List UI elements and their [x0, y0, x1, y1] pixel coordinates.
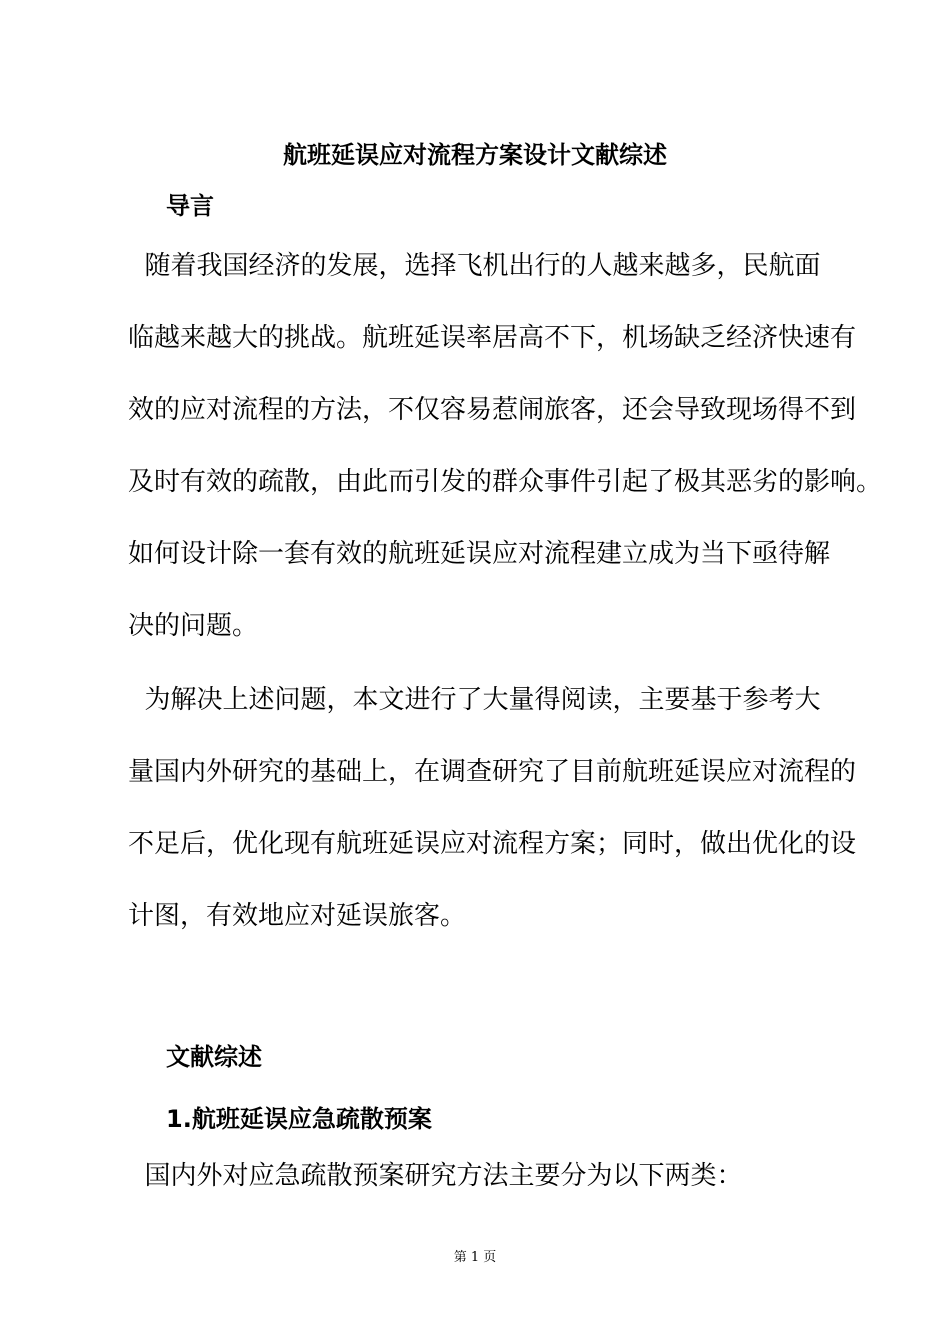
paragraph-line: 临越来越大的挑战。航班延误率居高不下，机场缺乏经济快速有: [128, 323, 857, 353]
paragraph-line: 为解决上述问题，本文进行了大量得阅读，主要基于参考大: [128, 685, 821, 715]
document-title: 航班延误应对流程方案设计文献综述: [283, 141, 667, 169]
paragraph-line: 不足后，优化现有航班延误应对流程方案；同时，做出优化的设: [128, 829, 857, 859]
paragraph-line: 计图，有效地应对延误旅客。: [128, 901, 467, 931]
section-1-paragraph: [128, 1140, 834, 1212]
page-number-footer: 第 1 页: [453, 1250, 497, 1265]
paragraph-line: 量国内外研究的基础上，在调查研究了目前航班延误应对流程的: [128, 757, 857, 787]
intro-heading: 导言: [166, 192, 214, 220]
paragraph-line: 随着我国经济的发展，选择飞机出行的人越来越多，民航面: [128, 251, 821, 281]
paragraph-line: 决的问题。: [128, 611, 259, 641]
intro-paragraph-2: [128, 664, 857, 952]
paragraph-line: 及时有效的疏散，由此而引发的群众事件引起了极其恶劣的影响。: [128, 467, 883, 497]
literature-review-heading: 文献综述: [166, 1043, 262, 1071]
paragraph-line: 效的应对流程的方法，不仅容易惹闹旅客，还会导致现场得不到: [128, 395, 857, 425]
section-1-heading: 1.航班延误应急疏散预案: [166, 1105, 432, 1133]
intro-paragraph-1: [128, 230, 883, 662]
paragraph-line: 如何设计除一套有效的航班延误应对流程建立成为当下亟待解: [128, 539, 831, 569]
paragraph-line: 国内外对应急疏散预案研究方法主要分为以下两类：: [128, 1161, 743, 1191]
